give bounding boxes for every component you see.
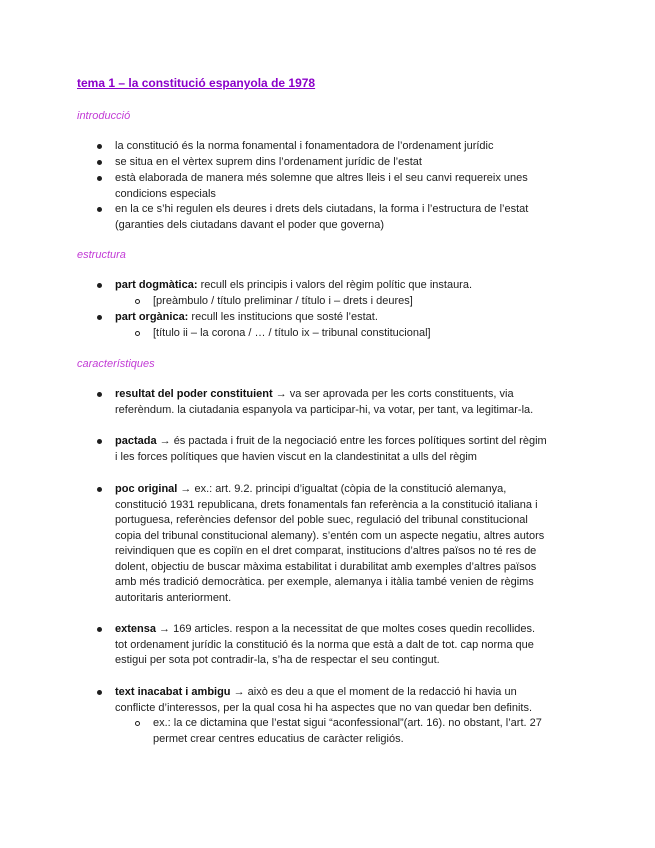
term: extensa <box>115 623 156 635</box>
list-item <box>97 685 532 716</box>
bullet-icon <box>97 439 102 444</box>
list-item-line <box>115 310 378 326</box>
sub-list-item <box>135 326 431 342</box>
list-item <box>97 622 535 669</box>
list-item-line <box>115 278 472 294</box>
list-item-line: conflicte d’interessos, per la qual cosa hi ha aspectes que no van quedar ben definits. <box>115 701 533 714</box>
bullet-icon <box>97 315 102 320</box>
term: poc original <box>115 483 178 495</box>
list-item-line: portuguesa, referències defensor del poble suec, regulació del tribunal constitucional <box>115 514 528 526</box>
list-item-line: la constitució és la norma fonamental i fonamentadora de l’ordenament jurídic <box>115 140 494 152</box>
hollow-bullet-icon <box>135 299 140 304</box>
definition: recull les institucions que sosté l’estat. <box>188 311 378 323</box>
sub-list-item-line: [título ii – la corona / … / título ix – tribunal constitucional] <box>153 327 431 339</box>
list-item <box>97 310 378 326</box>
list-item-line: se situa en el vèrtex suprem dins l’ordenament jurídic de l’estat <box>115 156 422 168</box>
list-item-line <box>115 387 533 403</box>
list-item-line: dolent, objectiu de buscar màxima estabilitat i durabilitat amb exemples d’altres països <box>115 560 537 573</box>
list-item-line: i les forces polítiques que havien viscut en la clandestinitat a ulls del règim <box>115 450 477 463</box>
bullet-icon <box>97 176 102 181</box>
bullet-icon <box>97 690 102 695</box>
bullet-icon <box>97 283 102 288</box>
list-item <box>97 155 422 171</box>
list-item-line <box>115 482 544 498</box>
section-heading-estructura: estructura <box>77 249 126 261</box>
sub-list-item-line: permet crear centres educatius de caràcter religiós. <box>153 732 404 745</box>
document-title: tema 1 – la constitució espanyola de 1978 <box>77 76 316 90</box>
hollow-bullet-icon <box>135 721 140 726</box>
term: part dogmàtica: <box>115 279 198 291</box>
list-item-line <box>115 622 535 638</box>
section-heading-caracteristiques: característiques <box>77 358 155 370</box>
list-item <box>97 434 547 465</box>
sub-list-item <box>135 716 542 747</box>
list-item-line: copia del tribunal constitucional alemany). s’entén com un aspecte negatiu, altres autors <box>115 529 545 542</box>
list-item-line <box>115 685 532 701</box>
definition: → és pactada i fruit de la negociació entre les forces polítiques sortint del règim <box>156 435 547 447</box>
definition: → 169 articles. respon a la necessitat de que moltes coses quedin recollides. <box>155 623 536 635</box>
list-item <box>97 482 544 606</box>
hollow-bullet-icon <box>135 331 140 336</box>
definition: recull els principis i valors del règim polític que instaura. <box>197 279 473 291</box>
term: resultat del poder constituient <box>115 388 273 400</box>
list-item-line: en la ce s’hi regulen els deures i drets dels ciutadans, la forma i l’estructura de l’estat <box>115 203 529 215</box>
list-item-line: estigui per sota pot contradir-la, s’ha de respectar el seu contingut. <box>115 654 440 666</box>
term: part orgànica: <box>115 311 189 323</box>
definition: → això es deu a que el moment de la redacció hi havia un <box>230 686 517 698</box>
list-item-line: reivindiquen que es copiïn en el dret comparat, institucions d’altres països no té res de <box>115 545 537 557</box>
list-item-line: condicions especials <box>115 187 216 200</box>
bullet-icon <box>97 160 102 165</box>
list-item-line: autoritaris anteriorment. <box>115 591 232 604</box>
bullet-icon <box>97 627 102 632</box>
list-item-line <box>115 434 547 450</box>
list-item <box>97 202 528 233</box>
list-item <box>97 171 528 202</box>
definition: → ex.: art. 9.2. principi d’igualtat (còpia de la constitució alemanya, <box>177 483 507 495</box>
list-item-line: està elaborada de manera més solemne que altres lleis i el seu canvi requereix unes <box>115 172 528 184</box>
list-item-line: (garanties dels ciutadans davant el poder que governa) <box>115 218 385 231</box>
list-item <box>97 278 472 294</box>
sub-list-item-line: ex.: la ce dictamina que l’estat sigui “aconfessional”(art. 16). no obstant, l’art. 27 <box>153 717 542 729</box>
bullet-icon <box>97 144 102 149</box>
bullet-icon <box>97 207 102 212</box>
section-heading-introduccio: introducció <box>77 110 131 122</box>
term: text inacabat i ambigu <box>115 686 231 698</box>
bullet-icon <box>97 392 102 397</box>
term: pactada <box>115 435 157 447</box>
list-item <box>97 139 494 155</box>
definition: → va ser aprovada per les corts constituents, via <box>272 388 514 400</box>
list-item-line: referèndum. la ciutadania espanyola va participar-hi, va votar, per tant, va legitimar-la. <box>115 403 534 416</box>
list-item-line: constitució 1931 republicana, drets fonamentals fan referència a la constitució italiana i <box>115 498 538 511</box>
sub-list-item-line: [preàmbulo / título preliminar / título i – drets i deures] <box>153 295 413 307</box>
list-item-line: tot ordenament jurídic la constitució és la norma que està a dalt de tot. cap norma que <box>115 638 534 651</box>
list-item <box>97 387 533 418</box>
sub-list-item <box>135 294 413 310</box>
list-item-line: amb més tradició democràtica. per exemple, alemanya i itàlia també venien de règims <box>115 576 534 588</box>
bullet-icon <box>97 487 102 492</box>
